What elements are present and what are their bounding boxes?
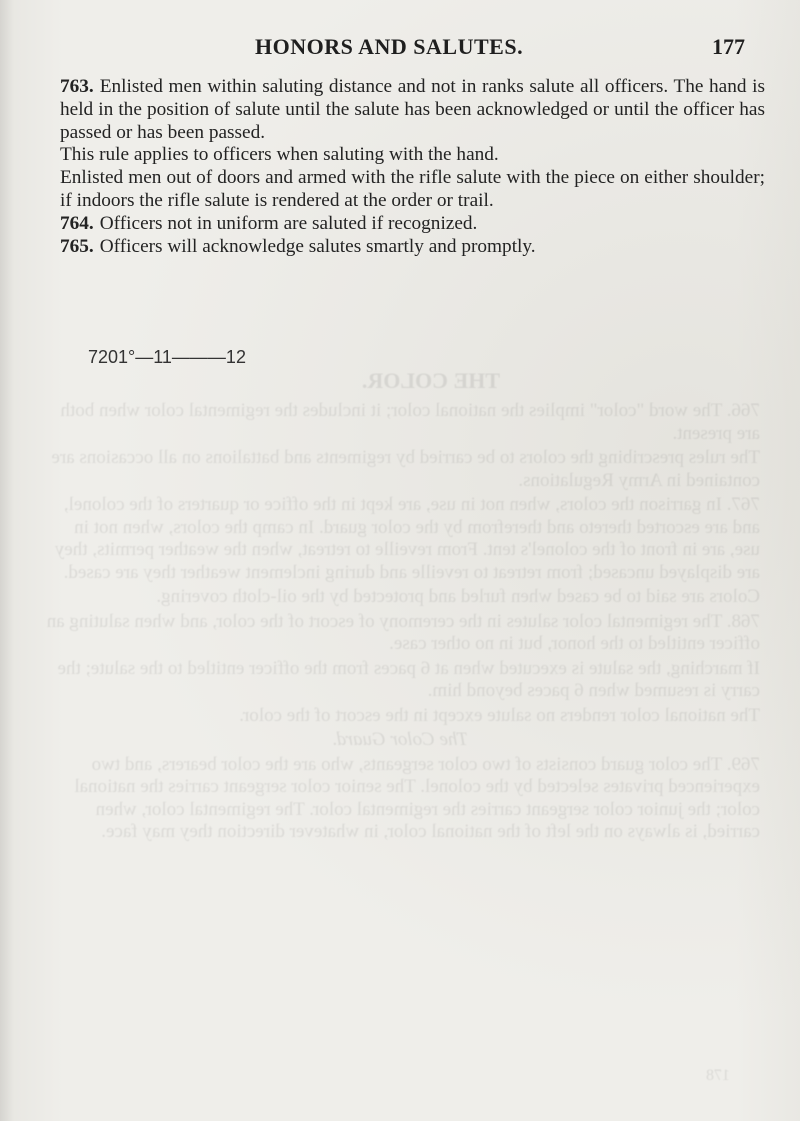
bleed-line: If marching, the salute is executed when at 6 paces from the officer entitled to the salute; the carry is resumed when 6 paces beyond him. xyxy=(57,657,760,701)
bleed-line: 767. In garrison the colors, when not in use, are kept in the office or quarters of the colonel, and are escorted thereto and therefrom by the color guard. In camp the colors, when not in use, are in front of the colonel's tent. From reveille to retreat, when the weather permits, they are displayed uncased; from retreat to reveille and during inclement weather they are cased. xyxy=(54,494,760,583)
running-head xyxy=(0,34,800,64)
page-edge-shadow xyxy=(0,0,14,1121)
paragraph-number: 763. xyxy=(60,76,94,97)
printer-signature: 7201°—11———12 xyxy=(88,347,246,367)
bleed-heading: THE COLOR. xyxy=(361,368,500,393)
paragraph-765 xyxy=(60,236,765,259)
paragraph-text: Enlisted men within saluting distance and not in ranks salute all officers. The hand is held in the position of salute until the salute has been acknowledged or until the officer has passed or has been passed. xyxy=(60,76,765,143)
paragraph-text: Officers will acknowledge salutes smartly and promptly. xyxy=(99,235,536,257)
bleed-subheading: The Color Guard. xyxy=(332,729,469,750)
paragraph-764 xyxy=(60,213,765,236)
paragraph-763 xyxy=(60,76,765,144)
bleed-line: The rules prescribing the colors to be carried by regiments and battalions on all occasions are contained in Army Regulations. xyxy=(51,447,760,491)
running-title: HONORS AND SALUTES. xyxy=(255,34,524,59)
paragraph-rifle-salute xyxy=(60,167,765,213)
bleed-line: Colors are said to be cased when furled and protected by the oil-cloth covering. xyxy=(156,586,760,607)
body-text xyxy=(60,76,765,258)
paragraph-text: This rule applies to officers when saluting with the hand. xyxy=(60,144,499,166)
paragraph-rule xyxy=(60,144,765,167)
mirrored-reverse-page xyxy=(0,360,800,1100)
bleed-line: The national color renders no salute except in the escort of the color. xyxy=(239,704,760,726)
bleed-page-number: 178 xyxy=(706,1067,730,1084)
bleed-line: 768. The regimental color salutes in the ceremony of escort of the color, and when saluting an officer entitled to the honor, but in no other case. xyxy=(46,610,760,654)
page-number: 177 xyxy=(712,34,745,59)
paragraph-number: 764. xyxy=(60,212,94,234)
paragraph-text: Officers not in uniform are saluted if recognized. xyxy=(99,212,478,234)
paragraph-number: 765. xyxy=(60,235,94,257)
bleed-line: 766. The word "color" implies the national color; it includes the regimental color when both are present. xyxy=(60,400,760,444)
bleed-through-text xyxy=(0,360,800,1100)
paragraph-text: Enlisted men out of doors and armed with the rifle salute with the piece on either shoulder; if indoors the rifle salute is rendered at the order or trail. xyxy=(60,167,765,211)
bleed-body xyxy=(40,400,760,846)
bleed-line: 769. The color guard consists of two color sergeants, who are the color bearers, and two experienced privates selected by the colonel. The senior color sergeant carries the national color; the junior color sergeant carries the regimental color. The regimental color, when carried, is always on the left of the national color, in whatever direction they may face. xyxy=(74,753,760,842)
